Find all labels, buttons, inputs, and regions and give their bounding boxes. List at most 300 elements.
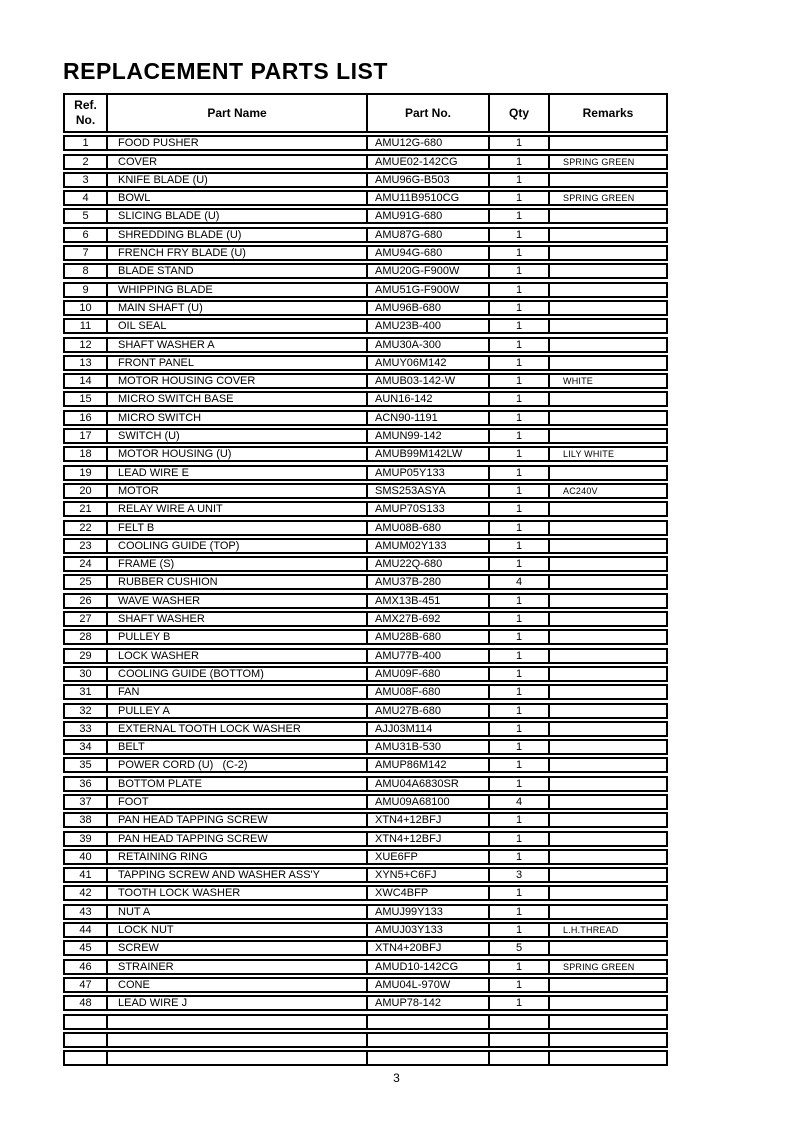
cell-qty: 1 — [490, 961, 550, 973]
cell-part-name: STRAINER — [108, 961, 368, 973]
cell-remarks — [550, 393, 666, 405]
cell-ref-no: 12 — [65, 339, 108, 351]
cell-qty — [490, 1034, 550, 1046]
cell-qty: 1 — [490, 284, 550, 296]
table-row — [63, 995, 668, 1011]
table-row — [63, 867, 668, 883]
cell-part-name: CONE — [108, 979, 368, 991]
cell-part-no: AMUY06M142 — [368, 357, 490, 369]
table-row — [63, 154, 668, 170]
cell-ref-no: 28 — [65, 631, 108, 643]
cell-part-name: SCREW — [108, 942, 368, 954]
cell-part-no: AMUJ03Y133 — [368, 924, 490, 936]
table-row — [63, 977, 668, 993]
cell-part-name: PAN HEAD TAPPING SCREW — [108, 833, 368, 845]
cell-ref-no: 24 — [65, 558, 108, 570]
table-header-row — [63, 93, 668, 133]
cell-remarks — [550, 412, 666, 424]
cell-ref-no: 45 — [65, 942, 108, 954]
cell-part-name: FRAME (S) — [108, 558, 368, 570]
cell-remarks: L.H.THREAD — [563, 925, 619, 936]
cell-ref-no: 7 — [65, 247, 108, 259]
cell-qty: 1 — [490, 485, 550, 497]
cell-part-name: RUBBER CUSHION — [108, 576, 368, 588]
cell-qty: 1 — [490, 448, 550, 460]
table-row — [63, 391, 668, 407]
cell-part-no: AMU87G-680 — [368, 229, 490, 241]
table-row — [63, 300, 668, 316]
cell-part-no: AJJ03M114 — [368, 723, 490, 735]
cell-part-name: SWITCH (U) — [108, 430, 368, 442]
header-qty: Qty — [490, 95, 550, 131]
table-row — [63, 208, 668, 224]
cell-part-no — [368, 1052, 490, 1064]
cell-ref-no: 21 — [65, 503, 108, 515]
cell-part-name: RELAY WIRE A UNIT — [108, 503, 368, 515]
table-row — [63, 885, 668, 901]
cell-qty: 1 — [490, 503, 550, 515]
table-row — [63, 812, 668, 828]
cell-remarks — [550, 796, 666, 808]
cell-part-name: RETAINING RING — [108, 851, 368, 863]
cell-ref-no: 33 — [65, 723, 108, 735]
cell-part-no: ACN90-1191 — [368, 412, 490, 424]
cell-part-name: NUT A — [108, 906, 368, 918]
table-row — [63, 556, 668, 572]
cell-part-no: AMU09F-680 — [368, 668, 490, 680]
cell-remarks — [550, 705, 666, 717]
table-row — [63, 172, 668, 188]
table-row — [63, 940, 668, 956]
cell-part-name: EXTERNAL TOOTH LOCK WASHER — [108, 723, 368, 735]
cell-part-no: AMUP78-142 — [368, 997, 490, 1009]
cell-ref-no: 8 — [65, 265, 108, 277]
cell-ref-no: 27 — [65, 613, 108, 625]
table-row — [63, 922, 668, 938]
cell-ref-no: 20 — [65, 485, 108, 497]
cell-qty: 1 — [490, 906, 550, 918]
cell-part-name: POWER CORD (U) (C-2) — [108, 759, 368, 771]
cell-part-no: XUE6FP — [368, 851, 490, 863]
cell-part-name: TOOTH LOCK WASHER — [108, 887, 368, 899]
cell-ref-no: 5 — [65, 210, 108, 222]
cell-remarks — [550, 668, 666, 680]
cell-part-no: AMU08B-680 — [368, 522, 490, 534]
cell-remarks — [550, 979, 666, 991]
cell-qty: 1 — [490, 192, 550, 204]
cell-remarks — [550, 741, 666, 753]
cell-qty: 1 — [490, 631, 550, 643]
cell-part-name: SHREDDING BLADE (U) — [108, 229, 368, 241]
cell-qty: 1 — [490, 229, 550, 241]
cell-part-name: PAN HEAD TAPPING SCREW — [108, 814, 368, 826]
cell-ref-no: 30 — [65, 668, 108, 680]
cell-remarks: AC240V — [563, 485, 598, 496]
cell-ref-no: 13 — [65, 357, 108, 369]
cell-ref-no — [65, 1016, 108, 1028]
cell-ref-no: 38 — [65, 814, 108, 826]
cell-remarks — [550, 1016, 666, 1028]
cell-ref-no: 15 — [65, 393, 108, 405]
cell-part-name: WAVE WASHER — [108, 595, 368, 607]
table-row — [63, 337, 668, 353]
cell-remarks: LILY WHITE — [563, 449, 615, 460]
cell-remarks — [550, 887, 666, 899]
cell-ref-no: 16 — [65, 412, 108, 424]
cell-remarks — [550, 778, 666, 790]
cell-part-no: AMU20G-F900W — [368, 265, 490, 277]
header-part-name: Part Name — [108, 95, 368, 131]
cell-ref-no: 22 — [65, 522, 108, 534]
cell-part-name: WHIPPING BLADE — [108, 284, 368, 296]
cell-part-name: LEAD WIRE E — [108, 467, 368, 479]
cell-ref-no: 1 — [65, 137, 108, 149]
cell-remarks — [550, 284, 666, 296]
cell-qty — [490, 1052, 550, 1064]
table-row — [63, 666, 668, 682]
cell-part-no: AMU94G-680 — [368, 247, 490, 259]
table-row — [63, 703, 668, 719]
table-row — [63, 263, 668, 279]
cell-ref-no: 18 — [65, 448, 108, 460]
cell-ref-no: 10 — [65, 302, 108, 314]
cell-remarks — [550, 613, 666, 625]
cell-part-name — [108, 1034, 368, 1046]
cell-qty: 1 — [490, 375, 550, 387]
cell-part-name: BOWL — [108, 192, 368, 204]
cell-qty: 1 — [490, 339, 550, 351]
cell-part-no: AMUJ99Y133 — [368, 906, 490, 918]
table-row — [63, 1014, 668, 1030]
cell-part-no: AMX13B-451 — [368, 595, 490, 607]
cell-part-no — [368, 1034, 490, 1046]
cell-ref-no: 37 — [65, 796, 108, 808]
table-row — [63, 684, 668, 700]
cell-qty: 1 — [490, 833, 550, 845]
cell-ref-no: 23 — [65, 540, 108, 552]
table-row — [63, 904, 668, 920]
cell-part-name: OIL SEAL — [108, 320, 368, 332]
table-row — [63, 739, 668, 755]
cell-part-no: AMU04A6830SR — [368, 778, 490, 790]
cell-qty: 1 — [490, 851, 550, 863]
cell-ref-no: 32 — [65, 705, 108, 717]
cell-part-name: BELT — [108, 741, 368, 753]
cell-ref-no: 43 — [65, 906, 108, 918]
cell-ref-no — [65, 1052, 108, 1064]
cell-qty: 1 — [490, 174, 550, 186]
cell-part-name — [108, 1052, 368, 1064]
cell-remarks — [550, 1034, 666, 1046]
cell-remarks — [550, 522, 666, 534]
cell-remarks — [550, 833, 666, 845]
cell-remarks — [550, 1052, 666, 1064]
cell-remarks: SPRING GREEN — [563, 961, 635, 972]
cell-qty: 3 — [490, 869, 550, 881]
cell-qty: 1 — [490, 887, 550, 899]
cell-part-no: XTN4+12BFJ — [368, 833, 490, 845]
cell-part-name: LEAD WIRE J — [108, 997, 368, 1009]
cell-part-no: AMUP05Y133 — [368, 467, 490, 479]
table-row — [63, 428, 668, 444]
cell-qty: 1 — [490, 137, 550, 149]
cell-remarks — [550, 558, 666, 570]
table-row — [63, 648, 668, 664]
cell-part-name: SLICING BLADE (U) — [108, 210, 368, 222]
table-row — [63, 355, 668, 371]
cell-qty: 1 — [490, 668, 550, 680]
cell-qty: 1 — [490, 741, 550, 753]
cell-part-no: XWC4BFP — [368, 887, 490, 899]
cell-part-name: BLADE STAND — [108, 265, 368, 277]
cell-ref-no: 2 — [65, 156, 108, 168]
table-row — [63, 483, 668, 499]
cell-part-name: FOOT — [108, 796, 368, 808]
cell-qty: 1 — [490, 412, 550, 424]
cell-ref-no: 39 — [65, 833, 108, 845]
cell-part-no: AMU91G-680 — [368, 210, 490, 222]
cell-part-no: AMU22Q-680 — [368, 558, 490, 570]
cell-remarks — [550, 650, 666, 662]
cell-remarks — [550, 174, 666, 186]
cell-part-no: AMU11B9510CG — [368, 192, 490, 204]
cell-qty: 4 — [490, 576, 550, 588]
cell-ref-no: 42 — [65, 887, 108, 899]
cell-part-no: AMUB03-142-W — [368, 375, 490, 387]
cell-part-no: AMX27B-692 — [368, 613, 490, 625]
cell-part-no: AMUP86M142 — [368, 759, 490, 771]
cell-ref-no: 31 — [65, 686, 108, 698]
cell-remarks — [550, 540, 666, 552]
cell-remarks — [550, 869, 666, 881]
cell-ref-no: 19 — [65, 467, 108, 479]
cell-ref-no: 3 — [65, 174, 108, 186]
cell-qty: 1 — [490, 393, 550, 405]
cell-qty: 1 — [490, 814, 550, 826]
header-part-no: Part No. — [368, 95, 490, 131]
cell-remarks — [550, 723, 666, 735]
cell-part-name: SHAFT WASHER A — [108, 339, 368, 351]
cell-part-name: MICRO SWITCH BASE — [108, 393, 368, 405]
cell-part-name: MOTOR HOUSING (U) — [108, 448, 368, 460]
cell-remarks — [550, 247, 666, 259]
cell-qty: 1 — [490, 522, 550, 534]
cell-part-no: AMU96B-680 — [368, 302, 490, 314]
cell-ref-no: 40 — [65, 851, 108, 863]
cell-qty: 1 — [490, 357, 550, 369]
cell-qty: 1 — [490, 210, 550, 222]
cell-qty: 4 — [490, 796, 550, 808]
cell-part-name: LOCK WASHER — [108, 650, 368, 662]
cell-ref-no: 25 — [65, 576, 108, 588]
cell-qty: 1 — [490, 320, 550, 332]
cell-part-no: AMU96G-B503 — [368, 174, 490, 186]
table-row — [63, 520, 668, 536]
cell-part-no: AMU51G-F900W — [368, 284, 490, 296]
cell-qty: 1 — [490, 430, 550, 442]
cell-qty: 5 — [490, 942, 550, 954]
cell-ref-no: 26 — [65, 595, 108, 607]
header-ref-line1: Ref. — [74, 98, 97, 112]
cell-ref-no: 36 — [65, 778, 108, 790]
cell-ref-no: 47 — [65, 979, 108, 991]
cell-part-no: AMU28B-680 — [368, 631, 490, 643]
cell-ref-no: 35 — [65, 759, 108, 771]
table-row — [63, 373, 668, 389]
cell-qty: 1 — [490, 979, 550, 991]
cell-part-no: AMU27B-680 — [368, 705, 490, 717]
cell-part-name: MOTOR HOUSING COVER — [108, 375, 368, 387]
cell-part-no: XTN4+20BFJ — [368, 942, 490, 954]
cell-qty: 1 — [490, 723, 550, 735]
cell-qty: 1 — [490, 302, 550, 314]
cell-remarks — [550, 137, 666, 149]
table-row — [63, 282, 668, 298]
cell-part-no: AMU12G-680 — [368, 137, 490, 149]
cell-part-name: COOLING GUIDE (TOP) — [108, 540, 368, 552]
cell-qty: 1 — [490, 778, 550, 790]
cell-part-no: AMU09A68100 — [368, 796, 490, 808]
header-ref-no — [65, 95, 108, 131]
cell-part-no: SMS253ASYA — [368, 485, 490, 497]
cell-remarks — [550, 686, 666, 698]
table-row — [63, 593, 668, 609]
cell-remarks — [550, 759, 666, 771]
cell-qty: 1 — [490, 595, 550, 607]
cell-ref-no: 34 — [65, 741, 108, 753]
cell-remarks — [550, 631, 666, 643]
cell-remarks — [550, 942, 666, 954]
cell-part-no: AMUE02-142CG — [368, 156, 490, 168]
table-row — [63, 318, 668, 334]
table-body — [63, 135, 668, 1066]
table-row — [63, 721, 668, 737]
table-row — [63, 757, 668, 773]
cell-part-name — [108, 1016, 368, 1028]
table-row — [63, 410, 668, 426]
cell-remarks — [550, 814, 666, 826]
header-ref-line2: No. — [75, 113, 96, 127]
cell-remarks — [550, 503, 666, 515]
cell-ref-no: 6 — [65, 229, 108, 241]
table-row — [63, 959, 668, 975]
cell-part-name: PULLEY A — [108, 705, 368, 717]
cell-qty: 1 — [490, 247, 550, 259]
cell-part-no — [368, 1016, 490, 1028]
cell-part-no: AMU23B-400 — [368, 320, 490, 332]
cell-qty: 1 — [490, 156, 550, 168]
cell-ref-no: 9 — [65, 284, 108, 296]
cell-remarks — [550, 906, 666, 918]
table-row — [63, 849, 668, 865]
cell-ref-no: 41 — [65, 869, 108, 881]
cell-part-name: PULLEY B — [108, 631, 368, 643]
cell-ref-no: 48 — [65, 997, 108, 1009]
cell-remarks: SPRING GREEN — [563, 156, 635, 167]
cell-qty: 1 — [490, 924, 550, 936]
cell-qty — [490, 1016, 550, 1028]
cell-remarks — [550, 320, 666, 332]
cell-part-name: LOCK NUT — [108, 924, 368, 936]
cell-part-name: MAIN SHAFT (U) — [108, 302, 368, 314]
cell-ref-no: 11 — [65, 320, 108, 332]
table-row — [63, 1050, 668, 1066]
table-row — [63, 611, 668, 627]
cell-remarks — [550, 357, 666, 369]
cell-qty: 1 — [490, 540, 550, 552]
cell-part-no: XYN5+C6FJ — [368, 869, 490, 881]
cell-qty: 1 — [490, 467, 550, 479]
cell-qty: 1 — [490, 558, 550, 570]
cell-part-no: AMU37B-280 — [368, 576, 490, 588]
cell-part-name: FELT B — [108, 522, 368, 534]
cell-ref-no: 4 — [65, 192, 108, 204]
table-row — [63, 227, 668, 243]
cell-ref-no: 14 — [65, 375, 108, 387]
table-row — [63, 446, 668, 462]
table-row — [63, 245, 668, 261]
cell-ref-no: 29 — [65, 650, 108, 662]
cell-qty: 1 — [490, 686, 550, 698]
table-row — [63, 538, 668, 554]
page-number: 3 — [393, 1071, 400, 1085]
cell-qty: 1 — [490, 650, 550, 662]
cell-ref-no: 17 — [65, 430, 108, 442]
table-row — [63, 135, 668, 151]
table-row — [63, 1032, 668, 1048]
cell-part-no: AMUD10-142CG — [368, 961, 490, 973]
cell-part-name: SHAFT WASHER — [108, 613, 368, 625]
cell-qty: 1 — [490, 705, 550, 717]
table-row — [63, 794, 668, 810]
cell-part-name: COVER — [108, 156, 368, 168]
cell-part-no: AMUB99M142LW — [368, 448, 490, 460]
table-row — [63, 190, 668, 206]
cell-remarks — [550, 595, 666, 607]
cell-remarks — [550, 265, 666, 277]
cell-part-no: AMUP70S133 — [368, 503, 490, 515]
cell-part-no: AMUM02Y133 — [368, 540, 490, 552]
table-row — [63, 465, 668, 481]
cell-qty: 1 — [490, 613, 550, 625]
cell-ref-no — [65, 1034, 108, 1046]
cell-part-no: AMU04L-970W — [368, 979, 490, 991]
cell-qty: 1 — [490, 997, 550, 1009]
cell-part-name: FRENCH FRY BLADE (U) — [108, 247, 368, 259]
table-row — [63, 629, 668, 645]
cell-remarks — [550, 851, 666, 863]
table-row — [63, 574, 668, 590]
cell-part-name: COOLING GUIDE (BOTTOM) — [108, 668, 368, 680]
cell-part-name: BOTTOM PLATE — [108, 778, 368, 790]
cell-qty: 1 — [490, 759, 550, 771]
cell-remarks — [550, 229, 666, 241]
table-row — [63, 831, 668, 847]
cell-part-no: AMUN99-142 — [368, 430, 490, 442]
cell-part-name: TAPPING SCREW AND WASHER ASS'Y — [108, 869, 368, 881]
parts-table — [63, 93, 668, 1066]
cell-remarks — [550, 339, 666, 351]
cell-part-no: AUN16-142 — [368, 393, 490, 405]
cell-remarks — [550, 430, 666, 442]
cell-part-name: FOOD PUSHER — [108, 137, 368, 149]
cell-part-name: MICRO SWITCH — [108, 412, 368, 424]
cell-qty: 1 — [490, 265, 550, 277]
cell-part-name: FAN — [108, 686, 368, 698]
cell-remarks — [550, 576, 666, 588]
cell-part-name: KNIFE BLADE (U) — [108, 174, 368, 186]
cell-remarks: WHITE — [563, 376, 593, 387]
